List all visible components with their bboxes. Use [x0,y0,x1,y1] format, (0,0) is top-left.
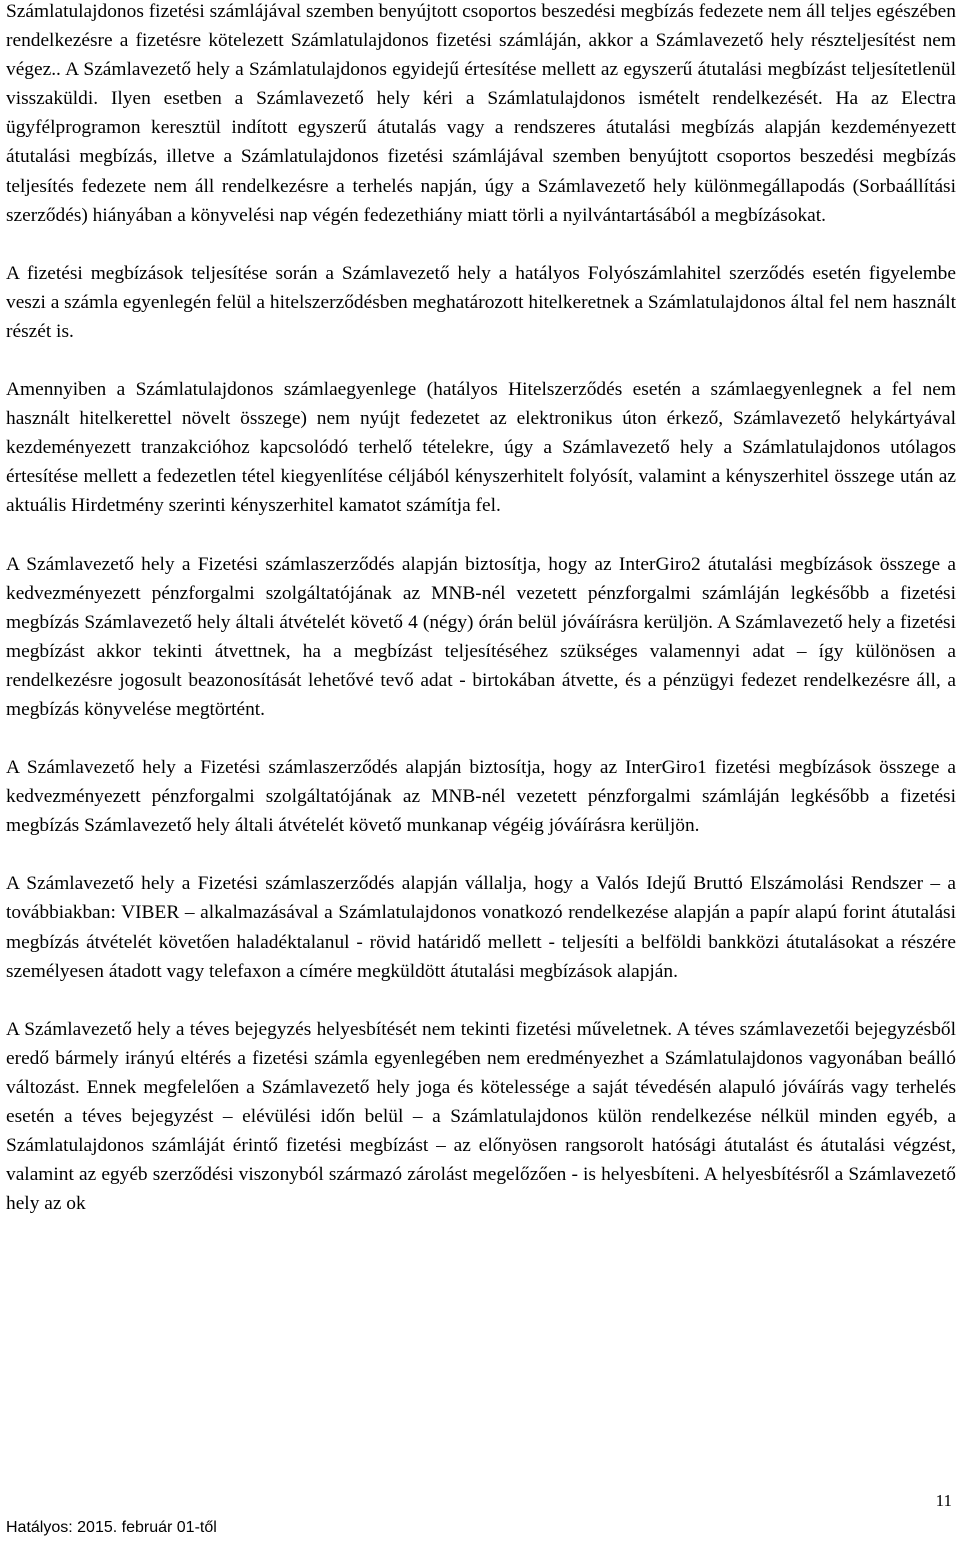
paragraph-intergiro2: A Számlavezető hely a Fizetési számlaszerződés alapján biztosítja, hogy az InterGiro2 átutalási megbízások összege a kedvezményezett pénzforgalmi szolgáltatójának az MNB-nél vezetett pénzforgalmi számláján legkésőbb a fizetési megbízás Számlavezető hely általi átvételét követő 4 (négy) órán belül jóváírásra kerüljön. A Számlavezető hely a fizetési megbízást akkor tekinti átvettnek, ha a megbízást teljesítéséhez szükséges valamennyi adat – így különösen a rendelkezésre jogosult beazonosítását lehetővé tevő adat - birtokában átvette, és a pénzügyi fedezet rendelkezésre áll, a megbízás könyvelése megtörtént. [6,553,956,720]
page-number: 11 [935,1491,952,1510]
paragraph-overdraft-limit: A fizetési megbízások teljesítése során a Számlavezető hely a hatályos Folyószámlahitel szerződés esetén figyelembe veszi a számla egyenlegén felül a hitelszerződésben meghatározott hitelkeretnek a Számlatulajdonos által fel nem használt részét is. [6,262,956,342]
paragraph-viber: A Számlavezető hely a Fizetési számlaszerződés alapján vállalja, hogy a Valós Idejű Bruttó Elszámolási Rendszer – a továbbiakban: VIBER – alkalmazásával a Számlatulajdonos vonatkozó rendelkezése alapján a papír alapú forint átutalási megbízás átvételét követően haladéktalanul - rövid határidő mellett - teljesíti a belföldi bankközi átutalásokat a részére személyesen átadott vagy telefaxon a címére megküldött átutalási megbízások alapján. [6,873,956,982]
effective-date: Hatályos: 2015. február 01-től [6,1519,217,1536]
paragraph-insufficient-funds: Számlatulajdonos fizetési számlájával szemben benyújtott csoportos beszedési megbízás fedezete nem áll teljes egészében rendelkezésre a fizetésre kötelezett Számlatulajdonos fizetési számláján, akkor a Számlavezető hely részteljesítést nem végez.. A Számlavezető hely a Számlatulajdonos egyidejű értesítése mellett az egyszerű átutalási megbízást teljesítetlenül visszaküldi. Ilyen esetben a Számlavezető hely kéri a Számlatulajdonos ismételt rendelkezését. Ha az Electra ügyfélprogramon keresztül indított egyszerű átutalás vagy a rendszeres átutalási megbízás alapján kezdeményezett átutalási megbízás, illetve a Számlatulajdonos fizetési számlájával szemben benyújtott csoportos beszedési megbízás teljesítés fedezete nem áll rendelkezésre a terhelés napján, úgy a Számlavezető hely különmegállapodás (Sorbaállítási szerződés) hiányában a könyvelési nap végén fedezethiány miatt törli a nyilvántartásából a megbízásokat. [6,1,956,226]
document-body [6,0,956,1247]
paragraph-erroneous-entry: A Számlavezető hely a téves bejegyzés helyesbítését nem tekinti fizetési műveletnek. A téves számlavezetői bejegyzésből eredő bármely irányú eltérés a fizetési számla egyenlegében nem eredményezhet a Számlatulajdonos vagyonában beálló változást. Ennek megfelelően a Számlavezető hely joga és kötelessége a saját tévedésén alapuló jóváírás vagy terhelés esetén a téves bejegyzést – elévülési időn belül – a Számlatulajdonos külön rendelkezése nélkül minden egyéb, a Számlatulajdonos számláját érintő fizetési megbízást – az előnyösen rangsorolt hatósági átutalást és átutalási végzést, valamint az egyéb szerződési viszonyból származó zárolást megelőzően - is helyesbíteni. A helyesbítésről a Számlavezető hely az ok [6,1018,956,1215]
paragraph-intergiro1: A Számlavezető hely a Fizetési számlaszerződés alapján biztosítja, hogy az InterGiro1 fizetési megbízások összege a kedvezményezett pénzforgalmi szolgáltatójának az MNB-nél vezetett pénzforgalmi számláján legkésőbb a fizetési megbízás Számlavezető hely általi átvételét követő munkanap végéig jóváírásra kerüljön. [6,757,956,837]
paragraph-forced-credit: Amennyiben a Számlatulajdonos számlaegyenlege (hatályos Hitelszerződés esetén a számlaegyenlegnek a fel nem használt hitelkerettel növelt összege) nem nyújt fedezetet az elektronikus úton érkező, Számlavezető helykártyával kezdeményezett tranzakcióhoz kapcsolódó terhelő tételekre, úgy a Számlavezető hely a Számlatulajdonos utólagos értesítése mellett a fedezetlen tétel kiegyenlítése céljából kényszerhitelt folyósít, valamint a kényszerhitel összege után az aktuális Hirdetmény szerinti kényszerhitel kamatot számítja fel. [6,379,956,517]
